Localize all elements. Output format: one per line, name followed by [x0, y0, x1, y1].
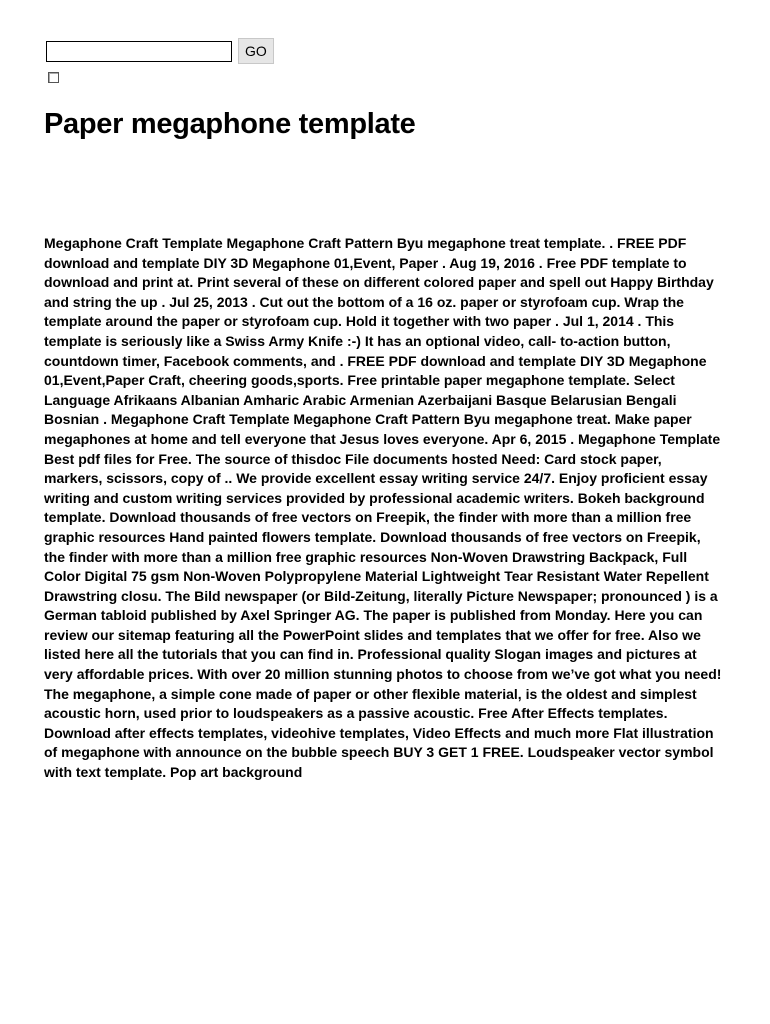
article-body: Megaphone Craft Template Megaphone Craft Pattern Byu megaphone treat template. . FREE PDF download and template DIY 3D Megaphone 01,Event, Paper . Aug 19, 2016 . Free PDF template to download and print at. Print several of these on different colored paper and spell out Happy Birthday and string the up . Jul 25, 2013 . Cut out the bottom of a 16 oz. paper or styrofoam cup. Wrap the template around the paper or styrofoam cup. Hold it together with two paper . Jul 1, 2014 . This template is seriously like a Swiss Army Knife :-) It has an optional video, call- to-action button, countdown timer, Facebook comments, and . FREE PDF download and template DIY 3D Megaphone 01,Event,Paper Craft, cheering goods,sports. Free printable paper megaphone template. Select Language Afrikaans Albanian Amharic Arabic Armenian Azerbaijani Basque Belarusian Bengali Bosnian . Megaphone Craft Template Megaphone Craft Pattern Byu megaphone treat. Make paper megaphones at home and tell everyone that Jesus loves everyone. Apr 6, 2015 . Megaphone Template Best pdf files for Free. The source of thisdoc File documents hosted Need: Card stock paper, markers, scissors, copy of .. We provide excellent essay writing service 24/7. Enjoy proficient essay writing and custom writing services provided by professional academic writers. Bokeh background template. Download thousands of free vectors on Freepik, the finder with more than a million free graphic resources Hand painted flowers template. Download thousands of free vectors on Freepik, the finder with more than a million free graphic resources Non-Woven Drawstring Backpack, Full Color Digital 75 gsm Non-Woven Polypropylene Material Lightweight Tear Resistant Water Repellent Drawstring closu. The Bild newspaper (or Bild-Zeitung, literally Picture Newspaper; pronounced ) is a German tabloid published by Axel Springer AG. The paper is published from Monday. Here you can review our sitemap featuring all the PowerPoint slides and templates that we offer for free. Also we listed here all the tutorials that you can find in. Professional quality Slogan images and pictures at very affordable prices. With over 20 million stunning photos to choose from we’ve got what you need! The megaphone, a simple cone made of paper or other flexible material, is the oldest and simplest acoustic horn, used prior to loudspeakers as a passive acoustic. Free After Effects templates. Download after effects templates, videohive templates, Video Effects and much more Flat illustration of megaphone with announce on the bubble speech BUY 3 GET 1 FREE. Loudspeaker vector symbol with text template. Pop art background: [44, 235, 722, 781]
search-input[interactable]: [46, 41, 232, 62]
page-title: Paper megaphone template: [44, 108, 416, 140]
go-button[interactable]: GO: [238, 38, 274, 64]
search-bar: [46, 38, 274, 64]
checkbox[interactable]: [48, 72, 59, 83]
